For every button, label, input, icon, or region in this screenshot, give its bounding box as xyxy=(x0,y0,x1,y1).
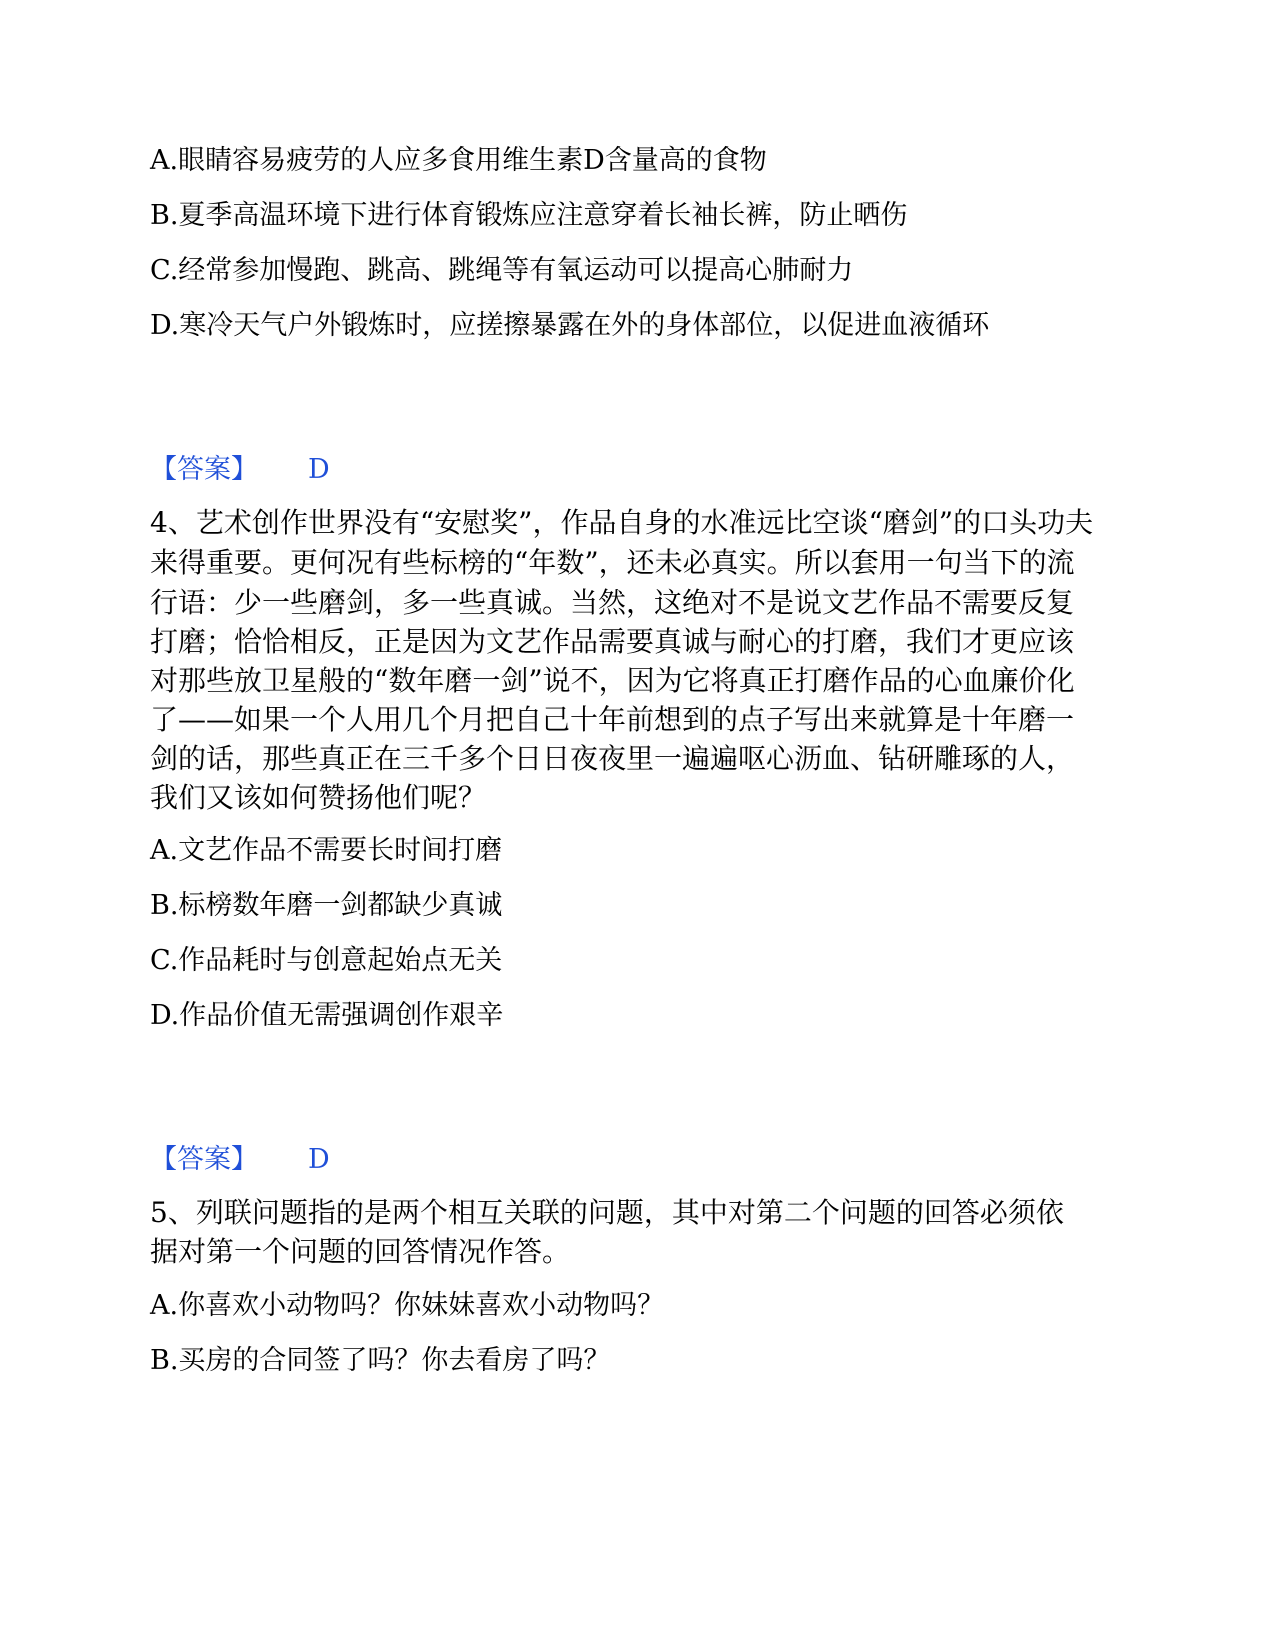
q4-stem-line-1: 4、艺术创作世界没有“安慰奖”，作品自身的水准远比空谈“磨剑”的口头功夫 xyxy=(150,506,1094,539)
q3-answer-value: D xyxy=(308,454,330,485)
q4-answer-tag: 【答案】 xyxy=(150,1144,258,1175)
q4-stem-line-4: 打磨；恰恰相反，正是因为文艺作品需要真诚与耐心的打磨，我们才更应该 xyxy=(150,625,1075,658)
q4-answer-value: D xyxy=(308,1144,330,1175)
q4-option-a: A.文艺作品不需要长时间打磨 xyxy=(150,835,503,866)
q5-stem-line-2: 据对第一个问题的回答情况作答。 xyxy=(150,1235,571,1268)
q4-stem-line-3: 行语：少一些磨剑，多一些真诚。当然，这绝对不是说文艺作品不需要反复 xyxy=(150,586,1075,619)
q4-stem-line-6: 了——如果一个人用几个月把自己十年前想到的点子写出来就算是十年磨一 xyxy=(150,703,1075,736)
q3-answer xyxy=(150,452,330,488)
q4-stem-line-2: 来得重要。更何况有些标榜的“年数”，还未必真实。所以套用一句当下的流 xyxy=(150,546,1075,579)
q3-answer-tag: 【答案】 xyxy=(150,454,258,485)
q4-answer xyxy=(150,1142,330,1178)
q4-stem-line-8: 我们又该如何赞扬他们呢？ xyxy=(150,781,487,814)
q3-option-c: C.经常参加慢跑、跳高、跳绳等有氧运动可以提高心肺耐力 xyxy=(150,255,854,286)
q4-option-c: C.作品耗时与创意起始点无关 xyxy=(150,945,503,976)
q5-option-a: A.你喜欢小动物吗？你妹妹喜欢小动物吗？ xyxy=(150,1290,665,1321)
q3-option-a: A.眼睛容易疲劳的人应多食用维生素D含量高的食物 xyxy=(150,145,767,176)
q5-option-b: B.买房的合同签了吗？你去看房了吗？ xyxy=(150,1345,611,1376)
q5-stem-line-1: 5、列联问题指的是两个相互关联的问题，其中对第二个问题的回答必须依 xyxy=(150,1196,1064,1229)
q4-stem-line-5: 对那些放卫星般的“数年磨一剑”说不，因为它将真正打磨作品的心血廉价化 xyxy=(150,664,1075,697)
q4-stem-line-7: 剑的话，那些真正在三千多个日日夜夜里一遍遍呕心沥血、钻研雕琢的人， xyxy=(150,742,1075,775)
q4-option-b: B.标榜数年磨一剑都缺少真诚 xyxy=(150,890,503,921)
q3-option-d: D.寒冷天气户外锻炼时，应搓擦暴露在外的身体部位，以促进血液循环 xyxy=(150,310,990,341)
q3-option-b: B.夏季高温环境下进行体育锻炼应注意穿着长袖长裤，防止晒伤 xyxy=(150,200,908,231)
q4-option-d: D.作品价值无需强调创作艰辛 xyxy=(150,1000,504,1031)
